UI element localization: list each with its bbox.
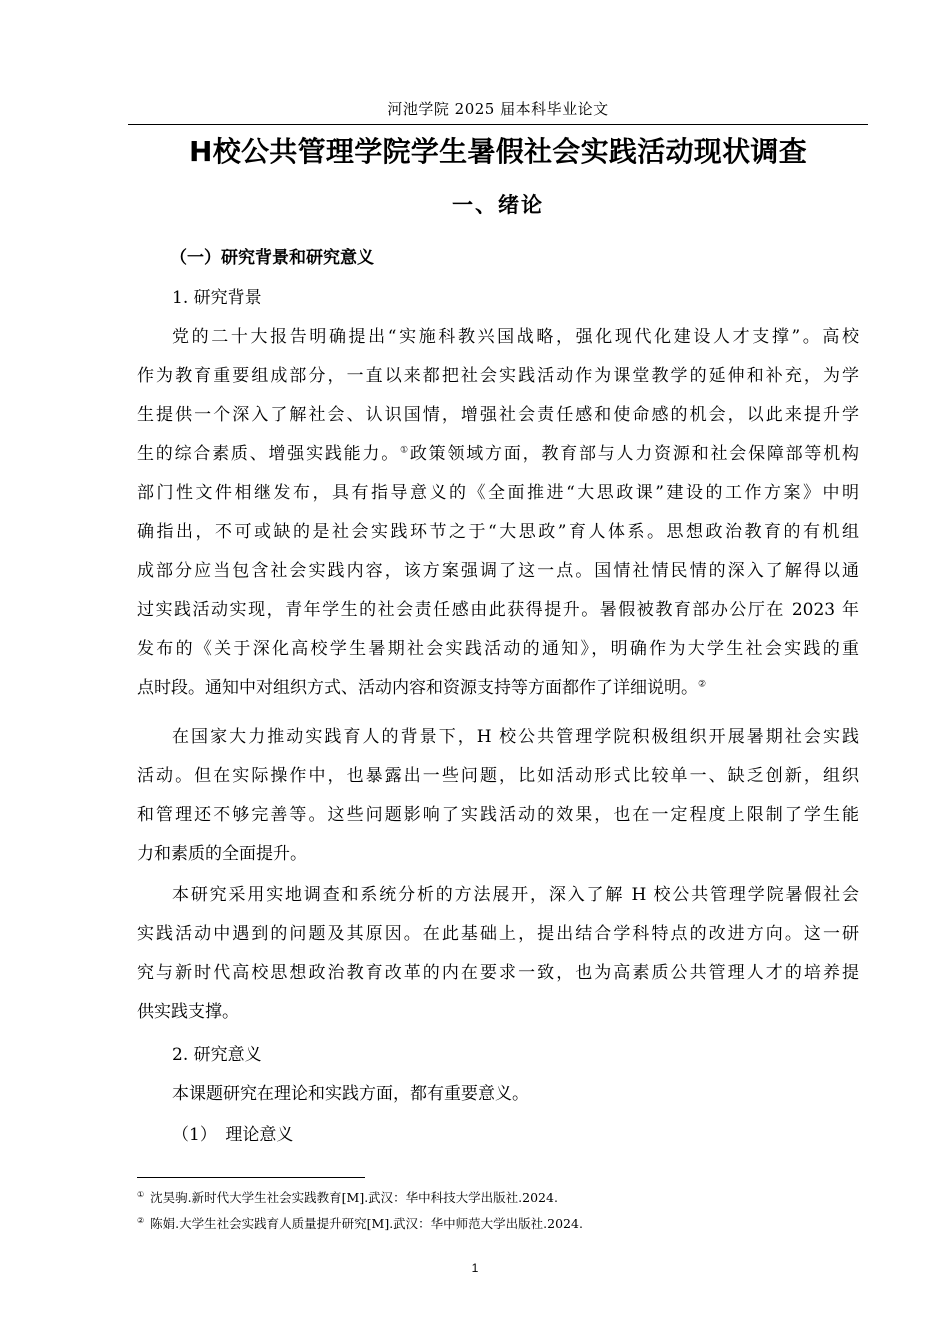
paragraph-line: 和管理还不够完善等。这些问题影响了实践活动的效果，也在一定程度上限制了学生能 — [137, 805, 859, 825]
paragraph-line: 确指出，不可或缺的是社会实践环节之于“大思政”育人体系。思想政治教育的有机组 — [137, 522, 859, 542]
paragraph-line: 生提供一个深入了解社会、认识国情，增强社会责任感和使命感的机会，以此来提升学 — [137, 405, 859, 425]
paragraph-line-part: 政策领域方面，教育部与人力资源和社会保障部等机构 — [409, 444, 860, 464]
footnote-text: 沈昊驹.新时代大学生社会实践教育[M].武汉：华中科技大学出版社.2024. — [150, 1190, 558, 1205]
running-header: 河池学院 2025 届本科毕业论文 — [387, 100, 609, 118]
paragraph-line: 究与新时代高校思想政治教育改革的内在要求一致，也为高素质公共管理人才的培养提 — [137, 963, 859, 983]
paragraph-line: 党的二十大报告明确提出“实施科教兴国战略，强化现代化建设人才支撑”。高校 — [172, 327, 859, 347]
subsection-heading-background-significance: （一）研究背景和研究意义 — [170, 248, 374, 268]
paragraph-line: 过实践活动实现，青年学生的社会责任感由此获得提升。暑假被教育部办公厅在 2023 年 — [137, 600, 859, 620]
footnote-mark: ② — [137, 1215, 145, 1225]
paragraph-line: 供实践支撑。 — [137, 1002, 239, 1022]
paragraph-line: 本研究采用实地调查和系统分析的方法展开，深入了解 H 校公共管理学院暑假社会 — [172, 885, 859, 905]
paragraph-line: 发布的《关于深化高校学生暑期社会实践活动的通知》，明确作为大学生社会实践的重 — [137, 639, 859, 659]
paragraph-line: 成部分应当包含社会实践内容，该方案强调了这一点。国情社情民情的深入了解得以通 — [137, 561, 859, 581]
footnote-ref-1[interactable]: ① — [400, 445, 410, 456]
paragraph-line: 作为教育重要组成部分，一直以来都把社会实践活动作为课堂教学的延伸和补充，为学 — [137, 366, 859, 386]
footnote-ref-2[interactable]: ② — [698, 679, 707, 690]
paragraph-line: 活动。但在实际操作中，也暴露出一些问题，比如活动形式比较单一、缺乏创新，组织 — [137, 766, 859, 786]
heading-theoretical-significance: （1） 理论意义 — [172, 1125, 294, 1145]
heading-research-background: 1. 研究背景 — [172, 288, 262, 308]
page-title: H校公共管理学院学生暑假社会实践活动现状调查 — [188, 135, 808, 168]
paragraph-line: 在国家大力推动实践育人的背景下，H 校公共管理学院积极组织开展暑期社会实践 — [172, 727, 859, 747]
heading-research-significance: 2. 研究意义 — [172, 1045, 262, 1065]
page-number: 1 — [471, 1261, 479, 1275]
header-rule — [128, 124, 868, 125]
section-heading-introduction: 一、绪论 — [452, 193, 544, 217]
paragraph-line: 本课题研究在理论和实践方面，都有重要意义。 — [172, 1084, 529, 1104]
footnote-mark: ① — [137, 1189, 145, 1199]
paragraph-line-with-footnote — [137, 675, 859, 701]
footnote-separator — [137, 1177, 365, 1178]
paragraph-line: 部门性文件相继发布，具有指导意义的《全面推进“大思政课”建设的工作方案》中明 — [137, 483, 859, 503]
paragraph-line-with-footnote — [137, 441, 859, 467]
paragraph-line: 实践活动中遇到的问题及其原因。在此基础上，提出结合学科特点的改进方向。这一研 — [137, 924, 859, 944]
footnote-1 — [137, 1189, 558, 1207]
paragraph-line: 力和素质的全面提升。 — [137, 844, 307, 864]
paragraph-line-part: 生的综合素质、增强实践能力。 — [137, 444, 401, 464]
footnote-2 — [137, 1215, 583, 1233]
footnote-text: 陈娟.大学生社会实践育人质量提升研究[M].武汉：华中师范大学出版社.2024. — [150, 1216, 583, 1231]
paragraph-line-part: 点时段。通知中对组织方式、活动内容和资源支持等方面都作了详细说明。 — [137, 678, 698, 698]
